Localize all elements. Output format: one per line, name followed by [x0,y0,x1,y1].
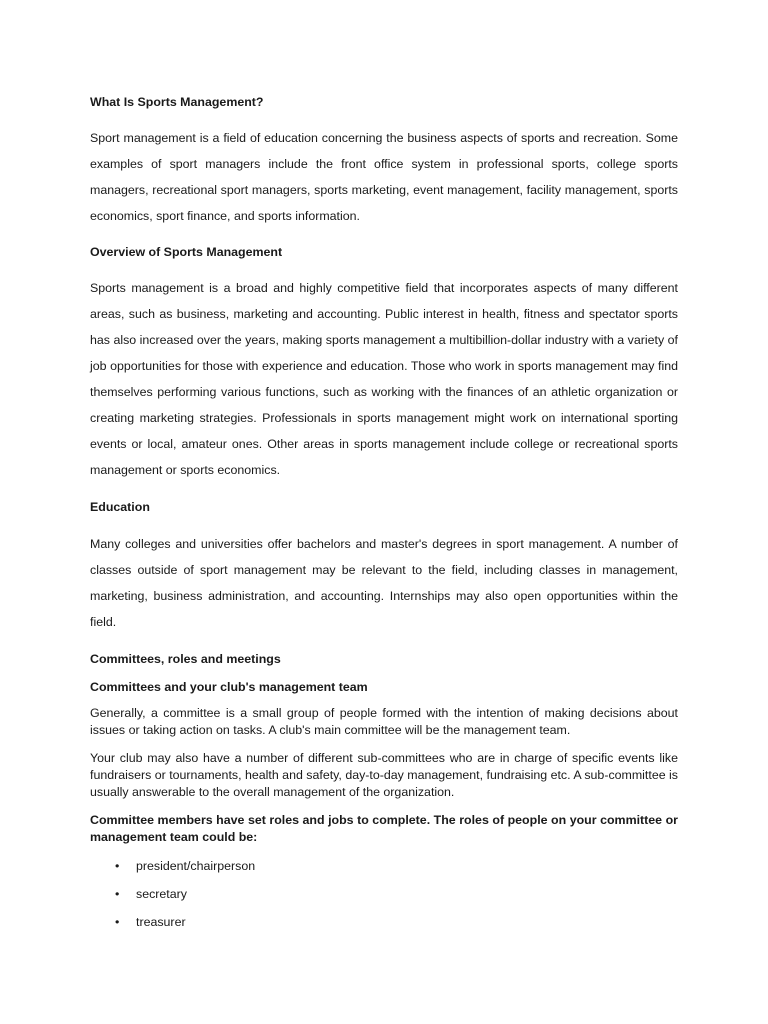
bullet-icon: • [115,859,120,873]
list-item-text: secretary [136,887,187,901]
heading-education: Education [90,500,150,514]
list-item-text: president/chairperson [136,859,256,873]
list-item-text: treasurer [136,915,186,929]
heading-club-management-team: Committees and your club's management team [90,680,368,694]
paragraph-education: Many colleges and universities offer bachelors and master's degrees in sport management. A number of classes outside of sport management may be relevant to the field, including classes in management, marketing, business administration, and accounting. Internships may also open opportunities within the field. [90,537,678,629]
paragraph-committee-definition: Generally, a committee is a small group of people formed with the intention of making decisions about issues or taking action on tasks. A club's main committee will be the management team. [90,706,678,737]
bullet-icon: • [115,915,120,929]
paragraph-what-is-sports-management: Sport management is a field of education concerning the business aspects of sports and recreation. Some examples of sport managers include the front office system in professional sports, college sports managers, recreational sport managers, sports marketing, event management, facility management, sports economics, sport finance, and sports information. [90,131,678,223]
heading-committees-roles-meetings: Committees, roles and meetings [90,652,281,666]
paragraph-overview: Sports management is a broad and highly competitive field that incorporates aspects of many different areas, such as business, marketing and accounting. Public interest in health, fitness and spectator sports has also increased over the years, making sports management a multibillion-dollar industry with a variety of job opportunities for those with experience and education. Those who work in sports management may find themselves performing various functions, such as working with the finances of an athletic organization or creating marketing strategies. Professionals in sports management might work on international sporting events or local, amateur ones. Other areas in sports management include college or recreational sports management or sports economics. [90,281,678,477]
paragraph-committee-roles: Committee members have set roles and jobs to complete. The roles of people on your committee or management team could be: [90,813,678,844]
bullet-icon: • [115,887,120,901]
heading-overview: Overview of Sports Management [90,245,283,259]
heading-what-is-sports-management: What Is Sports Management? [90,95,264,109]
paragraph-sub-committees: Your club may also have a number of different sub-committees who are in charge of specific events like fundraisers or tournaments, health and safety, day-to-day management, fundraising etc. A sub-committee is usually answerable to the overall management of the organization. [90,751,678,799]
